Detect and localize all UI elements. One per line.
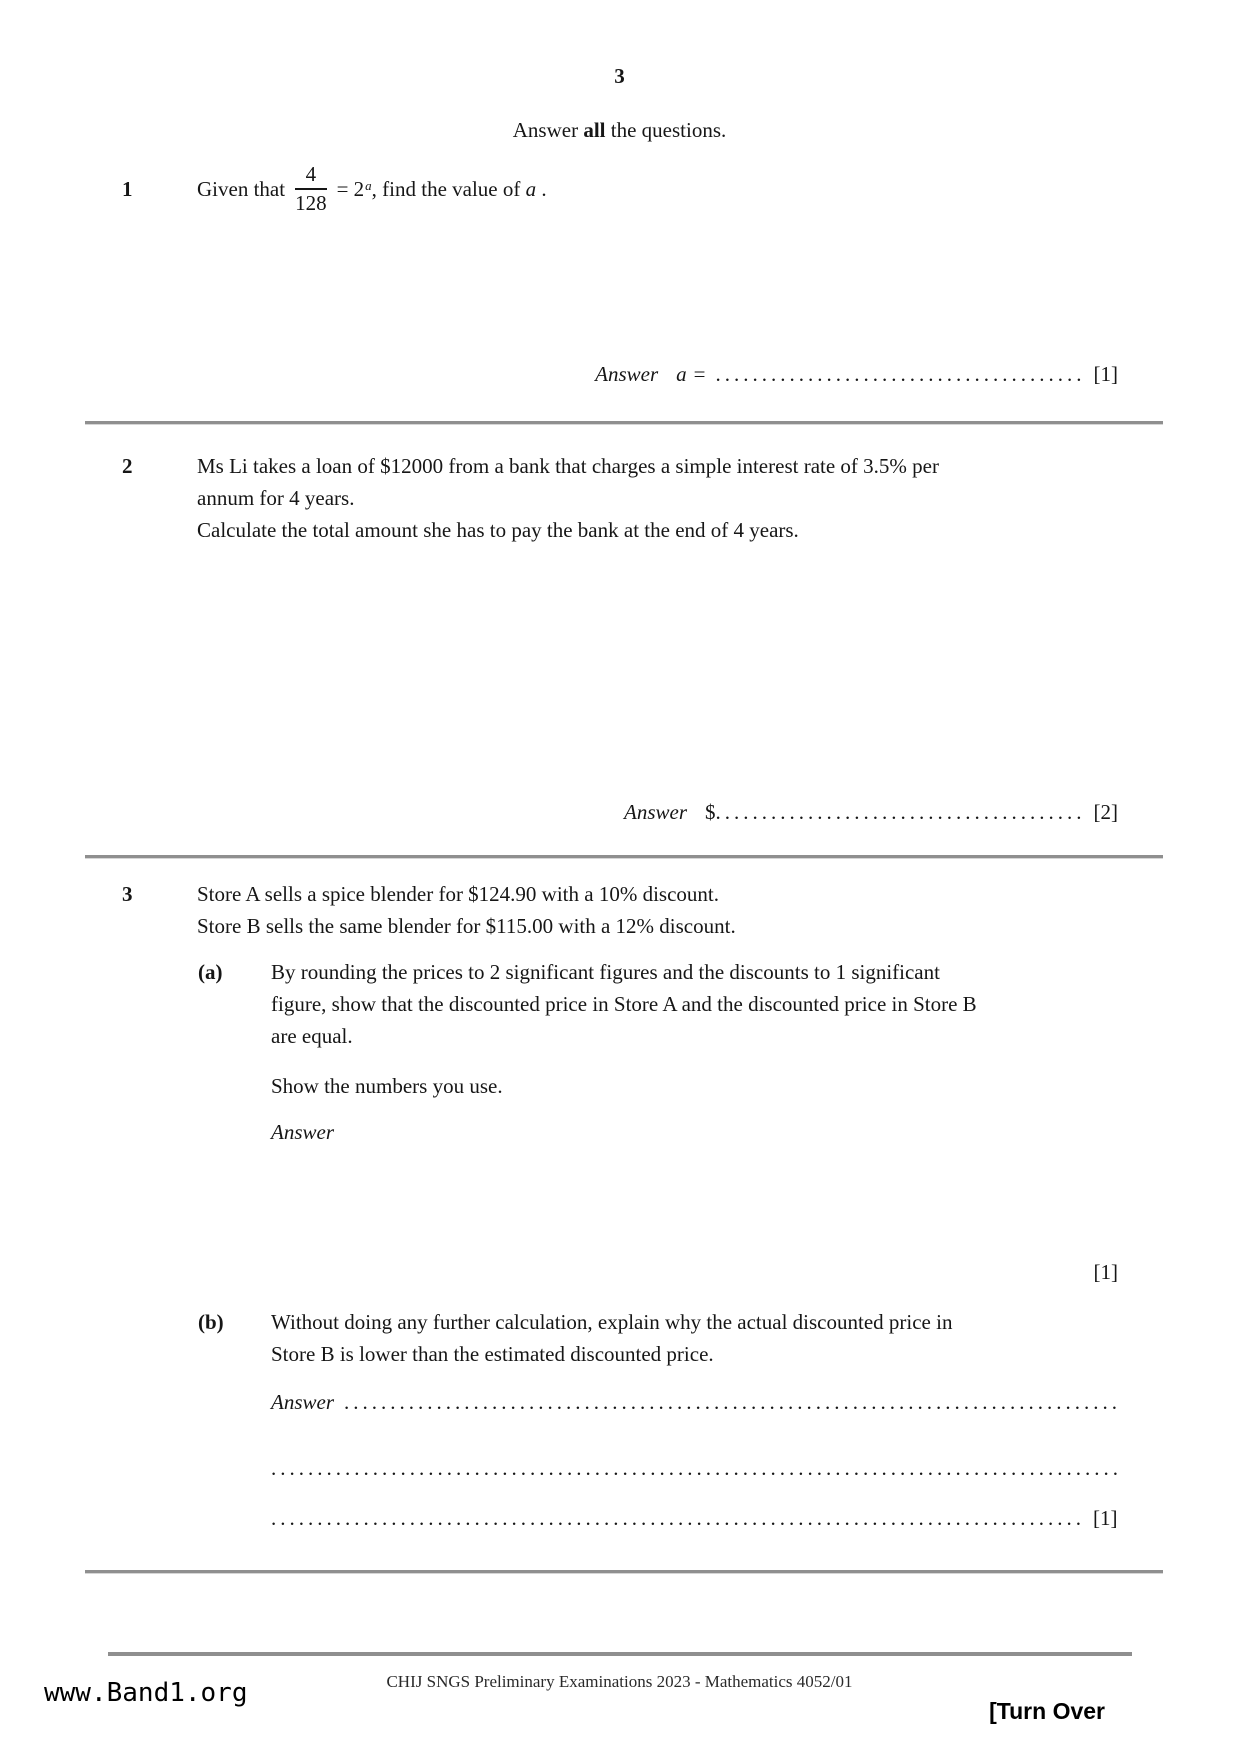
question-1-mid-text: , find the value of — [371, 176, 526, 201]
question-1-end-punctuation: . — [536, 176, 547, 201]
question-1-number: 1 — [122, 176, 133, 201]
instruction-suffix: the questions. — [605, 118, 727, 142]
answer-equals: = — [693, 362, 706, 386]
part-b-dotted-line-2 — [271, 1452, 1122, 1484]
question-1-answer-line — [595, 362, 1118, 387]
page-number: 3 — [614, 64, 625, 88]
fraction-numerator: 4 — [295, 162, 327, 190]
section-divider — [85, 855, 1163, 859]
answer-currency: $ — [705, 800, 716, 824]
part-b-body — [271, 1306, 1122, 1534]
fraction — [295, 162, 327, 216]
section-divider — [85, 1570, 1163, 1574]
question-2-line-2: annum for 4 years. — [197, 486, 355, 510]
instruction-line — [0, 118, 1239, 143]
answer-dotted-blank: ........................................ — [715, 362, 1086, 386]
question-3-text — [197, 878, 736, 942]
variable-a: a — [525, 176, 537, 201]
mark-badge: [1] — [1093, 362, 1118, 386]
part-a-note: Show the numbers you use. — [271, 1074, 503, 1098]
question-1-equation-rest — [337, 177, 547, 202]
question-2-line-1: Ms Li takes a loan of $12000 from a bank that charges a simple interest rate of 3.5% per — [197, 454, 939, 478]
question-1 — [122, 162, 547, 216]
part-b-dotted-line-3 — [271, 1502, 1122, 1534]
instruction-bold-word: all — [583, 118, 606, 142]
footer-rule — [108, 1652, 1132, 1656]
question-3-number: 3 — [122, 882, 133, 906]
exponent-a: a — [365, 177, 372, 193]
question-3-part-b — [198, 1306, 1122, 1534]
part-b-line-1: Without doing any further calculation, explain why the actual discounted price in — [271, 1310, 953, 1334]
part-a-mark-badge: [1] — [1093, 1260, 1118, 1284]
question-2-line-3: Calculate the total amount she has to pay the bank at the end of 4 years. — [197, 518, 799, 542]
part-b-line-2: Store B is lower than the estimated discounted price. — [271, 1342, 714, 1366]
instruction-prefix: Answer — [512, 118, 584, 142]
answer-label: Answer — [595, 362, 659, 386]
question-1-lead-text: Given that — [197, 176, 286, 201]
watermark-url: www.Band1.org — [44, 1678, 248, 1708]
question-2 — [122, 450, 939, 546]
mark-badge: [2] — [1093, 800, 1118, 824]
part-a-answer-label: Answer — [271, 1120, 334, 1144]
part-a-line-1: By rounding the prices to 2 significant figures and the discounts to 1 significant — [271, 960, 940, 984]
question-3-line-1: Store A sells a spice blender for $124.90 with a 10% discount. — [197, 882, 719, 906]
fraction-denominator: 128 — [295, 191, 327, 215]
question-2-number: 2 — [122, 454, 133, 478]
part-b-answer-row — [271, 1386, 1122, 1418]
part-a-line-3: are equal. — [271, 1024, 353, 1048]
answer-label: Answer — [271, 1390, 334, 1414]
answer-dotted-blank: ........................................................................................ — [271, 1506, 1085, 1530]
equation-equals-two: = 2 — [336, 176, 365, 201]
answer-dotted-blank: ............................................................................................ — [271, 1456, 1122, 1480]
part-b-label: (b) — [198, 1310, 224, 1334]
question-2-text — [197, 450, 939, 546]
question-3-line-2: Store B sells the same blender for $115.00 with a 12% discount. — [197, 914, 736, 938]
answer-dotted-blank: .................................................................................... — [344, 1390, 1121, 1414]
part-a-body — [271, 956, 977, 1148]
section-divider — [85, 421, 1163, 425]
question-3-part-a — [198, 956, 977, 1148]
question-2-answer-line — [624, 800, 1118, 825]
answer-label: Answer — [624, 800, 687, 824]
footer-exam-title: CHIJ SNGS Preliminary Examinations 2023 - Mathematics 4052/01 — [386, 1672, 853, 1691]
part-a-line-2: figure, show that the discounted price in Store A and the discounted price in Store B — [271, 992, 977, 1016]
turn-over-label: [Turn Over — [989, 1698, 1105, 1724]
answer-dotted-blank: ........................................ — [715, 800, 1086, 824]
question-3 — [122, 878, 736, 942]
part-a-label: (a) — [198, 960, 223, 984]
answer-variable: a — [676, 362, 687, 386]
mark-badge: [1] — [1093, 1506, 1118, 1530]
